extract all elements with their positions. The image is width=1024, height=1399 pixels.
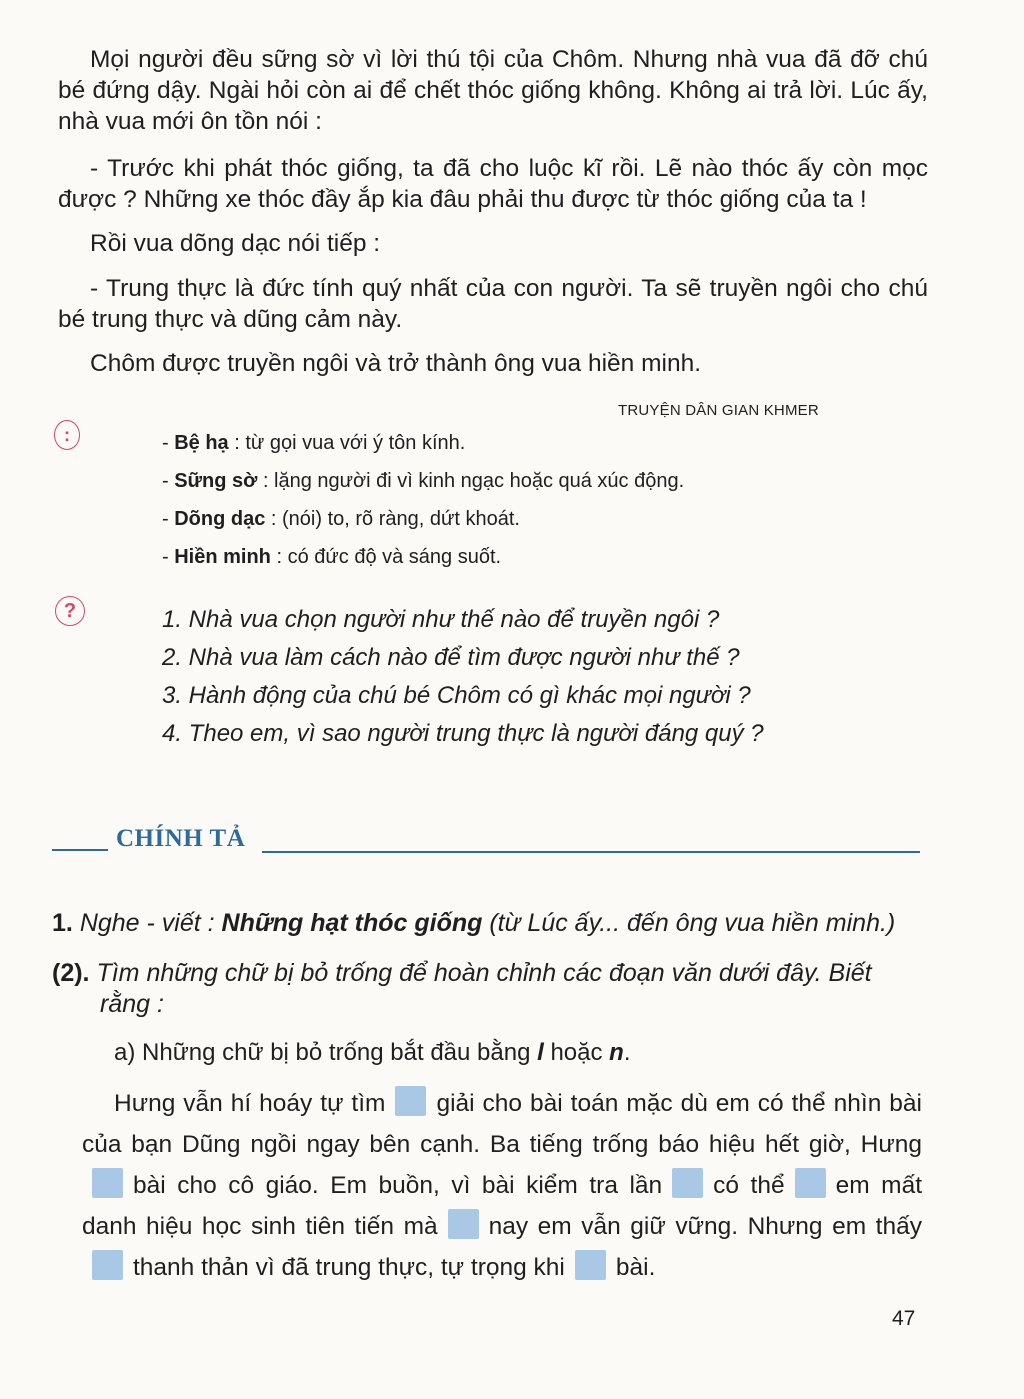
exercise-range: (từ Lúc ấy... đến ông vua hiền minh.) [489,909,896,937]
glossary-definition: : có đức độ và sáng suốt. [276,546,502,568]
passage-text: giải cho bài toán mặc dù em có thể nhìn bài của bạn Dũng ngồi ngay bên cạnh. Ba tiếng trống báo hiệu hết giờ, Hưng [82,1090,922,1158]
glossary-definition: : lặng người đi vì kinh ngạc hoặc quá xúc động. [262,470,685,492]
exercise-instruction: Nghe - viết : [79,909,215,937]
exercise-number: (2). [52,959,90,987]
question-item: 4. Theo em, vì sao người trung thực là người đáng quý ? [162,720,764,747]
blank-box[interactable] [448,1209,479,1239]
passage-text: thanh thản vì đã trung thực, tự trọng khi [133,1254,565,1281]
glossary-term: Bệ hạ [174,432,229,454]
glossary-item: - Bệ hạ : từ gọi vua với ý tôn kính. [162,432,466,454]
blank-box[interactable] [395,1086,426,1116]
glossary-item: - Hiền minh : có đức độ và sáng suốt. [162,546,502,568]
exercise-2a [114,1037,631,1068]
sub-instruction: a) Những chữ bị bỏ trống bắt đầu bằng [114,1039,531,1066]
passage-text: bài. [615,1254,656,1281]
story-source: TRUYỆN DÂN GIAN KHMER [618,402,819,419]
letter-l: l [537,1039,544,1066]
blank-box[interactable] [795,1168,826,1198]
glossary-item: - Sững sờ : lặng người đi vì kinh ngạc hoặc quá xúc động. [162,470,685,492]
section-rule-left [52,849,108,851]
passage-text: bài cho cô giáo. Em buồn, vì bài kiểm tra lần [133,1172,663,1199]
question-item: 2. Nhà vua làm cách nào để tìm được người như thế ? [162,644,740,671]
glossary-definition: : (nói) to, rõ ràng, dứt khoát. [270,508,520,530]
story-paragraph-4: - Trung thực là đức tính quý nhất của con người. Ta sẽ truyền ngôi cho chú bé trung thực và dũng cảm này. [58,275,928,333]
glossary-term: Sững sờ [174,470,258,492]
passage-text: em mất danh hiệu học sinh tiên tiến mà [82,1172,922,1240]
passage-text: Hưng vẫn hí hoáy tự tìm [114,1090,386,1117]
sub-instruction-or: hoặc [550,1039,603,1066]
glossary-term: Hiền minh [174,546,271,568]
exercise-1 [52,908,924,939]
story-paragraph-2: - Trước khi phát thóc giống, ta đã cho luộc kĩ rồi. Lẽ nào thóc ấy còn mọc được ? Những xe thóc đầy ắp kia đâu phải thu được từ thóc giống của ta ! [58,155,928,213]
exercise-instruction: Tìm những chữ bị bỏ trống để hoàn chỉnh các đoạn văn dưới đây. Biết rằng : [96,959,872,1018]
blank-box[interactable] [92,1168,123,1198]
passage-text: có thể [713,1172,785,1199]
section-rule-right [262,851,920,853]
question-item: 3. Hành động của chú bé Chôm có gì khác mọi người ? [162,682,751,709]
page-number: 47 [892,1307,916,1330]
fill-in-passage [82,1083,922,1288]
colon-icon: : [54,420,80,450]
blank-box[interactable] [575,1250,606,1280]
glossary-term: Dõng dạc [174,508,266,530]
story-paragraph-5: Chôm được truyền ngôi và trở thành ông vua hiền minh. [90,350,702,377]
section-title: CHÍNH TẢ [116,825,246,852]
exercise-title: Những hạt thóc giống [221,909,483,937]
exercise-number: 1. [52,909,73,937]
story-paragraph-1: Mọi người đều sững sờ vì lời thú tội của Chôm. Nhưng nhà vua đã đỡ chú bé đứng dậy. Ngài hỏi còn ai để chết thóc giống không. Không ai trả lời. Lúc ấy, nhà vua mới ôn tồn nói : [58,46,928,135]
glossary-item: - Dõng dạc : (nói) to, rõ ràng, dứt khoát. [162,508,520,530]
question-item: 1. Nhà vua chọn người như thế nào để truyền ngôi ? [162,606,720,633]
exercise-2 [52,958,924,1020]
blank-box[interactable] [672,1168,703,1198]
glossary-definition: : từ gọi vua với ý tôn kính. [234,432,466,454]
blank-box[interactable] [92,1250,123,1280]
story-paragraph-3: Rồi vua dõng dạc nói tiếp : [90,230,381,257]
letter-n: n [609,1039,624,1066]
question-mark-icon: ? [55,596,85,626]
sub-instruction-end: . [623,1039,631,1066]
passage-text: nay em vẫn giữ vững. Nhưng em thấy [488,1213,922,1240]
